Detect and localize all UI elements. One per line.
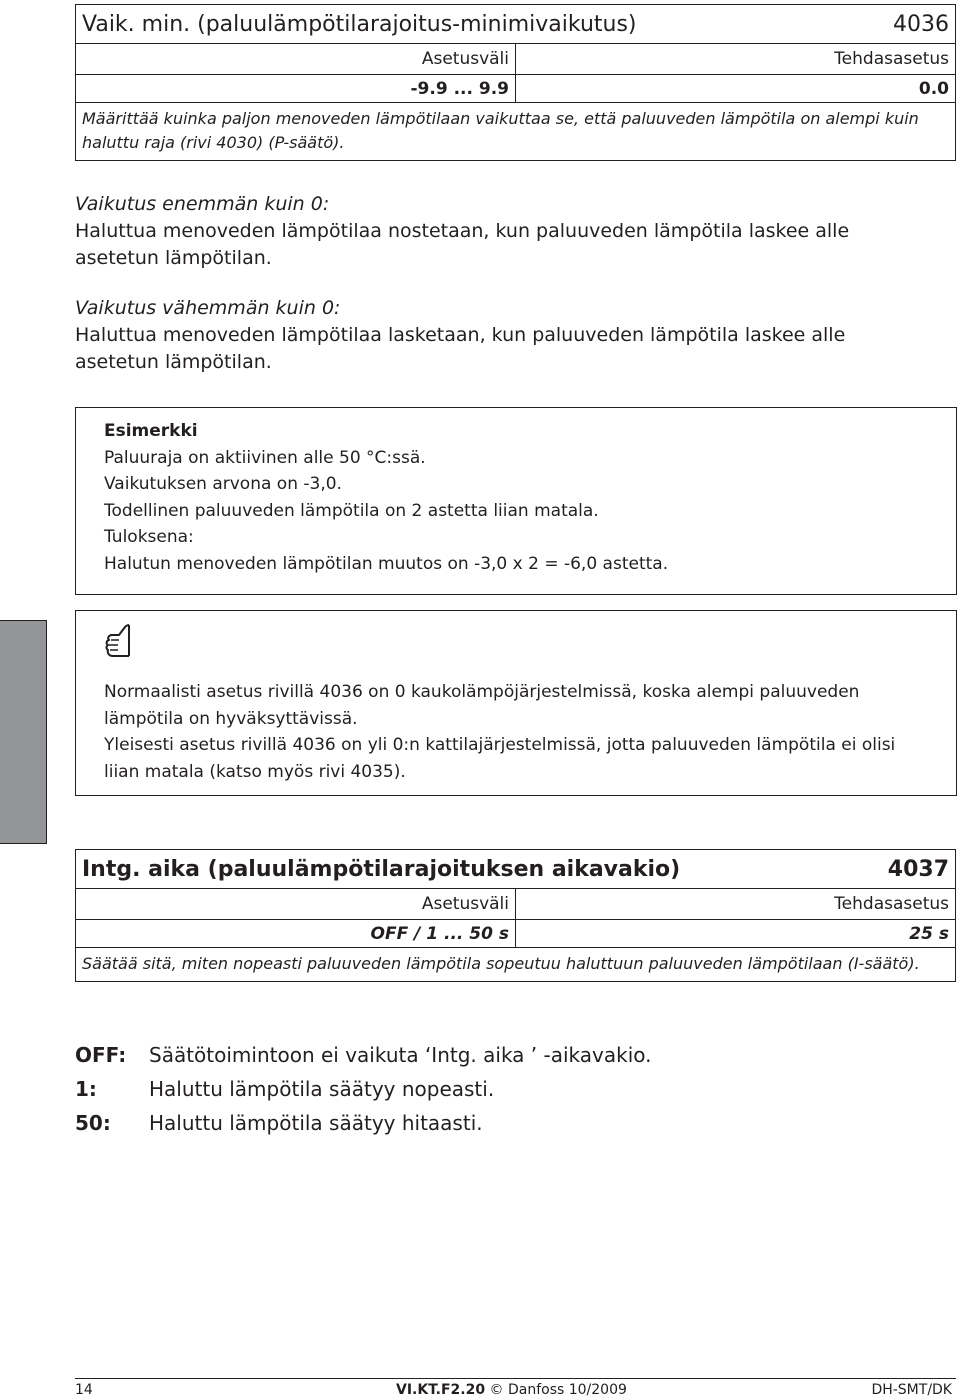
example-line: Paluuraja on aktiivinen alle 50 °C:ssä. bbox=[104, 447, 426, 468]
parameter-title: Vaik. min. (paluulämpötilarajoitus-minimivaikutus) bbox=[82, 11, 637, 37]
definition-key: 50: bbox=[75, 1111, 111, 1135]
example-line: Tuloksena: bbox=[104, 527, 194, 547]
copyright: © Danfoss 10/2009 bbox=[489, 1382, 627, 1398]
definition-value: Säätötoimintoon ei vaikuta ‘Intg. aika ’ -aikavakio. bbox=[149, 1043, 652, 1067]
default-header: Tehdasasetus bbox=[516, 44, 956, 75]
example-box bbox=[75, 407, 957, 595]
definition-value: Haluttu lämpötila säätyy nopeasti. bbox=[149, 1077, 495, 1101]
chapter-side-tab bbox=[0, 620, 47, 844]
example-heading: Esimerkki bbox=[104, 421, 198, 441]
range-value: OFF / 1 ... 50 s bbox=[76, 920, 516, 948]
note-text: Normaalisti asetus rivillä 4036 on 0 kaukolämpöjärjestelmissä, koska alempi paluuveden lämpötila on hyväksyttävissä. bbox=[104, 682, 860, 729]
range-header: Asetusväli bbox=[76, 889, 516, 920]
example-line: Todellinen paluuveden lämpötila on 2 astetta liian matala. bbox=[104, 500, 599, 521]
parameter-title-row bbox=[76, 850, 956, 889]
parameter-number: 4036 bbox=[893, 11, 949, 37]
paragraph-effect-positive bbox=[75, 191, 935, 272]
pointing-hand-icon bbox=[104, 623, 956, 679]
parameter-description: Säätää sitä, miten nopeasti paluuveden lämpötila sopeutuu haluttuun paluuveden lämpötilaan (I-säätö). bbox=[76, 948, 956, 982]
paragraph-label: Vaikutus enemmän kuin 0: bbox=[75, 193, 330, 215]
parameter-table-4036 bbox=[75, 4, 956, 161]
parameter-number: 4037 bbox=[887, 856, 949, 882]
paragraph-effect-negative bbox=[75, 295, 935, 376]
paragraph-text: Haluttua menoveden lämpötilaa lasketaan, kun paluuveden lämpötila laskee alle asetetun lämpötilan. bbox=[75, 324, 846, 373]
paragraph-text: Haluttua menoveden lämpötilaa nostetaan, kun paluuveden lämpötila laskee alle asetetun lämpötilan. bbox=[75, 220, 850, 269]
page-number: 14 bbox=[75, 1382, 93, 1398]
range-header: Asetusväli bbox=[76, 44, 516, 75]
footer-center bbox=[396, 1382, 627, 1398]
document-code: VI.KT.F2.20 bbox=[396, 1382, 486, 1398]
definition-key: OFF: bbox=[75, 1043, 127, 1067]
definition-value: Haluttu lämpötila säätyy hitaasti. bbox=[149, 1111, 483, 1135]
definition-key: 1: bbox=[75, 1077, 97, 1101]
value-definitions bbox=[75, 1038, 652, 1140]
parameter-title: Intg. aika (paluulämpötilarajoituksen aikavakio) bbox=[82, 856, 681, 882]
range-value: -9.9 ... 9.9 bbox=[76, 75, 516, 103]
parameter-title-row bbox=[76, 5, 956, 44]
parameter-table-4037 bbox=[75, 849, 956, 982]
department-code: DH-SMT/DK bbox=[871, 1382, 952, 1398]
note-text: Yleisesti asetus rivillä 4036 on yli 0:n kattilajärjestelmissä, jotta paluuveden lämpötila ei olisi liian matala (katso myös rivi 4035). bbox=[104, 735, 896, 782]
default-value: 0.0 bbox=[516, 75, 956, 103]
default-header: Tehdasasetus bbox=[516, 889, 956, 920]
definition-row bbox=[75, 1072, 652, 1106]
footer-rule bbox=[75, 1378, 956, 1379]
note-box bbox=[75, 610, 957, 796]
definition-row bbox=[75, 1038, 652, 1072]
default-value: 25 s bbox=[516, 920, 956, 948]
parameter-description: Määrittää kuinka paljon menoveden lämpötilaan vaikuttaa se, että paluuveden lämpötila on alempi kuin haluttu raja (rivi 4030) (P-säätö). bbox=[76, 103, 956, 161]
example-line: Vaikutuksen arvona on -3,0. bbox=[104, 474, 342, 494]
example-line: Halutun menoveden lämpötilan muutos on -3,0 x 2 = -6,0 astetta. bbox=[104, 553, 669, 574]
paragraph-label: Vaikutus vähemmän kuin 0: bbox=[75, 297, 341, 319]
definition-row bbox=[75, 1106, 652, 1140]
